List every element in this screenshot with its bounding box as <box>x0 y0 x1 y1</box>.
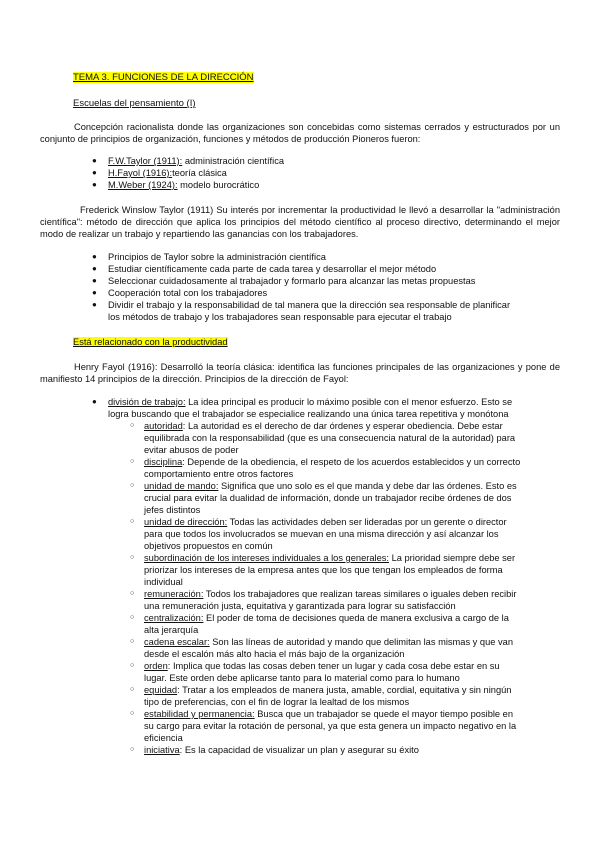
circle-bullet-icon: ○ <box>130 518 135 525</box>
principle-desc: : Tratar a los empleados de manera justa, amable, cordial, equitativa y sin ningún tipo de preferencias, con el fin de lograr la lealtad de los mismos <box>144 685 512 707</box>
pioneer-desc: modelo burocrático <box>177 180 260 190</box>
principle-desc: Todos los trabajadores que realizan tareas similares o iguales deben recibir una remuneración justa, equitativa y garantizada para lograr su satisfacción <box>144 589 517 611</box>
circle-bullet-icon: ○ <box>130 662 135 669</box>
principle-desc: La idea principal es producir lo máximo posible con el menor esfuerzo. Esto se logra buscando que el trabajador se especialice realizando una única tarea repetitiva y monótona <box>108 397 513 419</box>
principle-desc: El poder de toma de decisiones queda de manera exclusiva a cargo de la alta jerarquía <box>144 613 509 635</box>
principle-desc: : Implica que todas las cosas deben tener un lugar y cada cosa debe estar en su lugar. Este orden debe aplicarse tanto para lo material como para lo humano <box>144 661 500 683</box>
principle-desc: : Depende de la obediencia, el respeto de los acuerdos establecidos y un correcto comportamiento entre otros factores <box>144 457 521 479</box>
fayol-principle-item <box>144 660 522 684</box>
circle-bullet-icon: ○ <box>130 638 135 645</box>
principle-term: división de trabajo: <box>108 397 186 407</box>
bullet-icon: ● <box>92 252 97 261</box>
fayol-principle-item <box>144 456 522 480</box>
principle-term: unidad de dirección: <box>144 517 228 527</box>
pioneer-name: H.Fayol (1916): <box>108 168 173 178</box>
principle-term: unidad de mando: <box>144 481 219 491</box>
principle-term: disciplina <box>144 457 183 467</box>
circle-bullet-icon: ○ <box>130 458 135 465</box>
principle-term: estabilidad y permanencia: <box>144 709 255 719</box>
fayol-paragraph: Henry Fayol (1916): Desarrolló la teoría clásica: identifica las funciones principales de las organizaciones y pone de manifiesto 14 principios de la dirección. Principios de la dirección de Fayol: <box>40 362 560 384</box>
fayol-principle-item <box>144 744 522 756</box>
principle-term: remuneración: <box>144 589 204 599</box>
principle-term: equidad <box>144 685 178 695</box>
fayol-principle-item <box>144 588 522 612</box>
highlight-note-text: Está relacionado con la productividad <box>73 337 228 347</box>
principle-term: autoridad <box>144 421 183 431</box>
pioneer-name: M.Weber (1924): <box>108 180 178 190</box>
fayol-principle-item <box>144 420 522 456</box>
pioneer-desc: teoría clásica <box>172 168 227 178</box>
principle-term: orden <box>144 661 168 671</box>
principle-desc: Son las líneas de autoridad y mando que delimitan las mismas y que van desde el escalón más alto hacia el más bajo de la organización <box>144 637 513 659</box>
fayol-principle-item <box>144 708 522 744</box>
fayol-principle-item <box>144 612 522 636</box>
bullet-icon: ● <box>92 264 97 273</box>
taylor-principle-item: Seleccionar cuidadosamente al trabajador y formarlo para alcanzar las metas propuestas <box>108 276 476 286</box>
taylor-principle-item: Cooperación total con los trabajadores <box>108 288 268 298</box>
fayol-principle-item <box>144 684 522 708</box>
circle-bullet-icon: ○ <box>130 554 135 561</box>
taylor-principle-item: Principios de Taylor sobre la administración científica <box>108 252 326 262</box>
pioneer-item <box>108 179 528 191</box>
circle-bullet-icon: ○ <box>130 482 135 489</box>
bullet-icon: ● <box>92 288 97 297</box>
taylor-principle-item: Estudiar científicamente cada parte de cada tarea y desarrollar el mejor método <box>108 264 437 274</box>
principle-term: iniciativa <box>144 745 180 755</box>
principle-term: cadena escalar: <box>144 637 210 647</box>
pioneer-name: F.W.Taylor (1911): <box>108 156 183 166</box>
document-title <box>73 72 254 84</box>
circle-bullet-icon: ○ <box>130 746 135 753</box>
section-subtitle: Escuelas del pensamiento (I) <box>73 98 196 109</box>
bullet-icon: ● <box>92 276 97 285</box>
fayol-principle-item <box>144 516 522 552</box>
principle-desc: Significa que uno solo es el que manda y debe dar las órdenes. Esto es crucial para evitar la dualidad de información, donde un trabajador recibe órdenes de dos jefes distintos <box>144 481 517 515</box>
bullet-icon: ● <box>92 168 97 177</box>
principle-desc: : Es la capacidad de visualizar un plan y asegurar su éxito <box>179 745 419 755</box>
circle-bullet-icon: ○ <box>130 686 135 693</box>
document-title-text: TEMA 3. FUNCIONES DE LA DIRECCIÓN <box>73 72 254 83</box>
circle-bullet-icon: ○ <box>130 590 135 597</box>
pioneer-item <box>108 155 528 167</box>
fayol-principle-item <box>144 636 522 660</box>
principle-term: subordinación de los intereses individuales a los generales: <box>144 553 389 563</box>
circle-bullet-icon: ○ <box>130 614 135 621</box>
circle-bullet-icon: ○ <box>130 710 135 717</box>
taylor-paragraph: Frederick Winslow Taylor (1911) Su interés por incrementar la productividad le llevó a desarrollar la "administración científica": método de dirección que aplica los principios del método científico al proceso directivo, determinando el mejor modo de realizar un trabajo y repartiendo las ganancias con los trabajadores. <box>40 205 560 239</box>
principle-desc: : La autoridad es el derecho de dar órdenes y esperar obediencia. Debe estar equilibrada con la responsabilidad (que es una consecuencia natural de la autoridad) para evitar abusos de poder <box>144 421 516 455</box>
circle-bullet-icon: ○ <box>130 422 135 429</box>
bullet-icon: ● <box>92 300 97 309</box>
pioneer-desc: administración científica <box>182 156 285 166</box>
principle-desc: La prioridad siempre debe ser priorizar los intereses de la empresa antes que los que tengan los empleados de forma individual <box>144 553 516 587</box>
bullet-icon: ● <box>92 397 97 406</box>
intro-paragraph: Concepción racionalista donde las organizaciones son concebidas como sistemas cerrados y estructurados por un conjunto de principios de organización, funciones y métodos de producción Pioneros fueron: <box>40 122 560 144</box>
bullet-icon: ● <box>92 180 97 189</box>
fayol-principle-item <box>144 552 522 588</box>
fayol-principle-item <box>144 480 522 516</box>
principle-desc: Todas las actividades deben ser lideradas por un gerente o director para que todos los involucrados se muevan en una misma dirección y así alcanzar los objetivos propuestos en común <box>144 517 507 551</box>
taylor-principle-item: Dividir el trabajo y la responsabilidad de tal manera que la dirección sea responsable de planificar los métodos de trabajo y los trabajadores sean responsable para ejecutar el trabajo <box>108 300 511 322</box>
pioneer-item <box>108 167 528 179</box>
fayol-main-item <box>108 396 524 420</box>
principle-term: centralización: <box>144 613 204 623</box>
principle-desc: Busca que un trabajador se quede el mayor tiempo posible en su cargo para evitar la rotación de personal, ya que esta genera un impacto negativo en la eficiencia <box>144 709 517 743</box>
bullet-icon: ● <box>92 156 97 165</box>
highlight-note <box>73 336 228 348</box>
